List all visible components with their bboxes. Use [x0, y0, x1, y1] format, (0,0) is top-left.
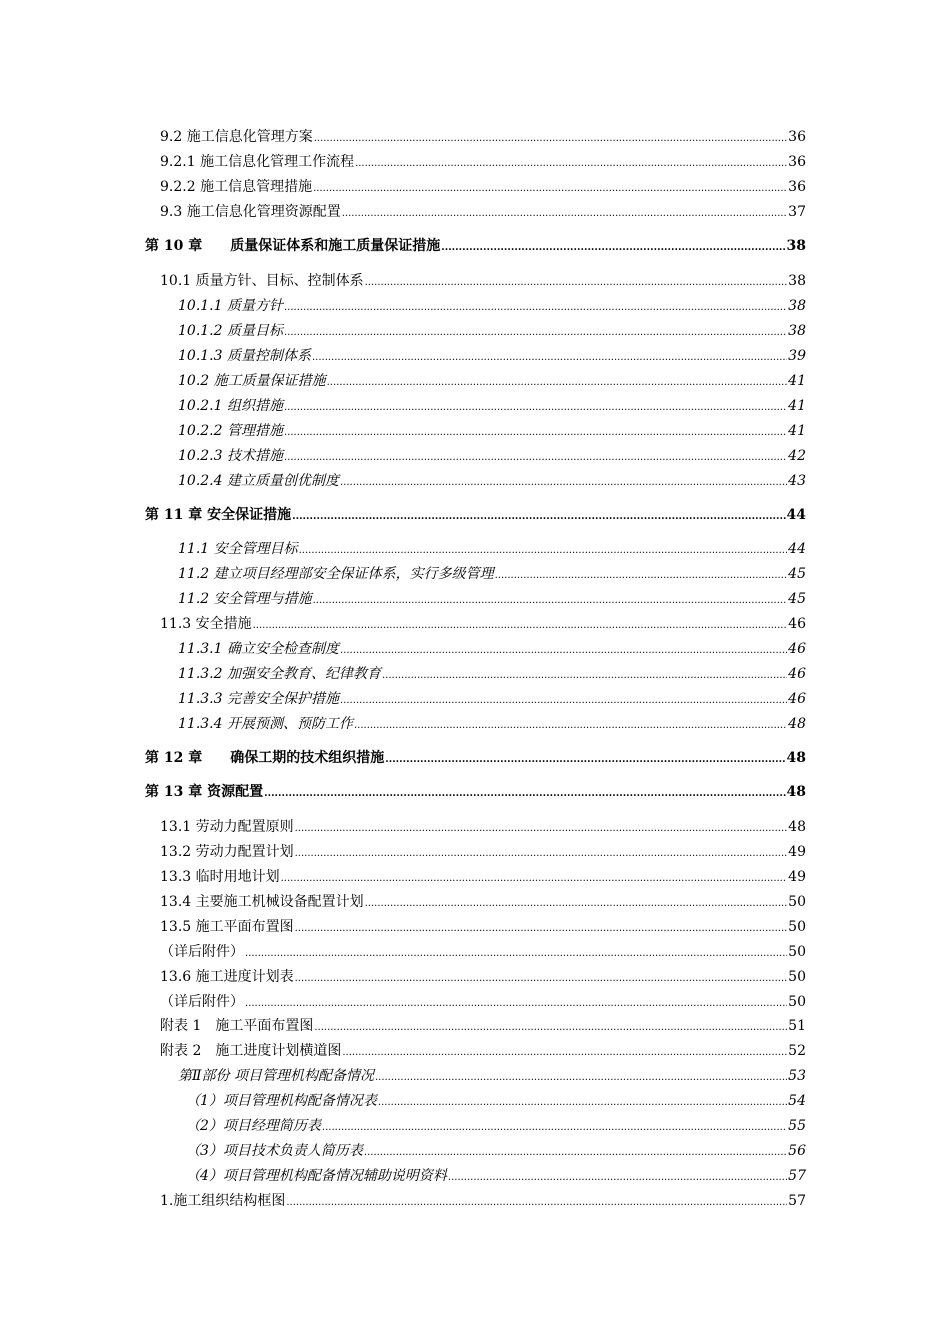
toc-entry-title: 11.3.3 完善安全保护措施: [178, 691, 339, 707]
toc-entry[interactable]: [0, 818, 806, 836]
toc-entry-page-number: 50: [788, 994, 806, 1010]
toc-entry-title: 第 10 章 质量保证体系和施工质量保证措施: [145, 238, 441, 254]
dot-leader: [284, 399, 787, 417]
toc-entry-page-number: 42: [788, 448, 806, 464]
dot-leader: [448, 1169, 787, 1187]
toc-entry-page-number: 46: [788, 641, 806, 657]
toc-entry-title: 11.3.4 开展预测、预防工作: [178, 716, 353, 732]
toc-entry-page-number: 44: [788, 541, 806, 557]
toc-entry[interactable]: [0, 665, 806, 683]
toc-entry-page-number: 41: [788, 398, 806, 414]
toc-entry-title: 第 13 章 资源配置: [145, 784, 264, 800]
toc-entry-title: 9.2.1 施工信息化管理工作流程: [160, 154, 355, 170]
toc-entry-title: 第 12 章 确保工期的技术组织措施: [145, 750, 385, 766]
toc-entry-page-number: 55: [788, 1118, 806, 1134]
toc-entry[interactable]: [0, 1117, 806, 1135]
toc-entry-page-number: 43: [788, 473, 806, 489]
toc-entry-page-number: 49: [788, 869, 806, 885]
toc-entry-page-number: 56: [788, 1143, 806, 1159]
dot-leader: [340, 642, 787, 660]
toc-entry-title: 附表 2 施工进度计划横道图: [160, 1043, 342, 1059]
toc-entry-title: 11.3 安全措施: [160, 616, 252, 632]
dot-leader: [365, 895, 788, 913]
dot-leader: [245, 995, 787, 1013]
toc-entry[interactable]: [0, 322, 806, 340]
toc-entry[interactable]: [0, 372, 806, 390]
toc-entry-page-number: 48: [788, 716, 806, 732]
toc-entry[interactable]: [0, 1142, 806, 1160]
toc-entry-title: （1）项目管理机构配备情况表: [186, 1093, 377, 1109]
dot-leader: [378, 1094, 787, 1112]
toc-entry-title: 10.2.2 管理措施: [178, 423, 283, 439]
toc-entry-title: 1.施工组织结构框图: [160, 1193, 286, 1209]
toc-entry-title: 10.2.1 组织措施: [178, 398, 283, 414]
toc-entry-page-number: 48: [786, 750, 806, 766]
toc-entry[interactable]: [0, 783, 806, 801]
toc-entry-title: 9.3 施工信息化管理资源配置: [160, 204, 341, 220]
toc-entry[interactable]: [0, 749, 806, 767]
dot-leader: [313, 592, 788, 610]
toc-entry-page-number: 36: [788, 179, 806, 195]
dot-leader: [355, 155, 787, 173]
toc-entry-title: （4）项目管理机构配备情况辅助说明资料: [186, 1168, 447, 1184]
toc-entry[interactable]: [0, 540, 806, 558]
toc-entry[interactable]: [0, 615, 806, 633]
dot-leader: [375, 1069, 787, 1087]
toc-entry-page-number: 54: [788, 1093, 806, 1109]
toc-entry-title: 11.1 安全管理目标: [178, 541, 298, 557]
toc-entry-page-number: 50: [788, 944, 806, 960]
toc-entry-page-number: 50: [788, 894, 806, 910]
toc-entry-page-number: 44: [786, 507, 806, 523]
toc-entry-page-number: 57: [788, 1193, 806, 1209]
toc-entry-page-number: 46: [788, 666, 806, 682]
toc-entry[interactable]: [0, 178, 806, 196]
toc-entry[interactable]: [0, 993, 806, 1011]
toc-entry-page-number: 41: [788, 373, 806, 389]
toc-entry-page-number: 38: [788, 273, 806, 289]
toc-entry-page-number: 57: [788, 1168, 806, 1184]
toc-entry[interactable]: [0, 1042, 806, 1060]
toc-entry-page-number: 51: [788, 1018, 806, 1034]
toc-entry-page-number: 38: [788, 323, 806, 339]
toc-entry-page-number: 48: [788, 819, 806, 835]
toc-entry-page-number: 50: [788, 919, 806, 935]
toc-entry[interactable]: [0, 1167, 806, 1185]
toc-entry-title: 11.3.2 加强安全教育、纪律教育: [178, 666, 381, 682]
toc-entry[interactable]: [0, 347, 806, 365]
toc-entry[interactable]: [0, 690, 806, 708]
toc-entry[interactable]: [0, 1067, 806, 1085]
toc-entry-page-number: 45: [788, 591, 806, 607]
toc-entry[interactable]: [0, 422, 806, 440]
toc-entry-page-number: 36: [788, 129, 806, 145]
toc-entry-title: 13.6 施工进度计划表: [160, 969, 294, 985]
dot-leader: [340, 474, 787, 492]
toc-entry-title: 9.2.2 施工信息管理措施: [160, 179, 313, 195]
dot-leader: [284, 424, 787, 442]
dot-leader: [385, 751, 785, 769]
toc-entry-title: 第Ⅱ部份 项目管理机构配备情况: [178, 1068, 374, 1084]
toc-entry-title: （2）项目经理简历表: [186, 1118, 321, 1134]
dot-leader: [322, 1119, 787, 1137]
toc-entry-title: 10.1.3 质量控制体系: [178, 348, 311, 364]
toc-entry-title: （详后附件）: [160, 944, 244, 960]
dot-leader: [342, 205, 787, 223]
dot-leader: [299, 542, 788, 560]
toc-entry[interactable]: [0, 968, 806, 986]
dot-leader: [295, 820, 788, 838]
toc-entry[interactable]: [0, 943, 806, 961]
dot-leader: [295, 845, 788, 863]
toc-entry[interactable]: [0, 1192, 806, 1210]
toc-entry-title: 10.1.2 质量目标: [178, 323, 283, 339]
toc-entry[interactable]: [0, 893, 806, 911]
dot-leader: [314, 1019, 787, 1037]
toc-entry-title: 13.2 劳动力配置计划: [160, 844, 294, 860]
toc-entry[interactable]: [0, 447, 806, 465]
toc-entry-page-number: 46: [788, 616, 806, 632]
dot-leader: [281, 870, 788, 888]
toc-entry[interactable]: [0, 472, 806, 490]
dot-leader: [284, 299, 787, 317]
toc-entry-title: 13.1 劳动力配置原则: [160, 819, 294, 835]
dot-leader: [441, 239, 785, 257]
toc-entry-title: 10.1 质量方针、目标、控制体系: [160, 273, 364, 289]
toc-entry-title: 10.1.1 质量方针: [178, 298, 283, 314]
toc-entry-title: 11.2 建立项目经理部安全保证体系，实行多级管理: [178, 566, 494, 582]
toc-entry[interactable]: [0, 237, 806, 255]
toc-entry[interactable]: [0, 203, 806, 221]
toc-entry-page-number: 45: [788, 566, 806, 582]
toc-entry[interactable]: [0, 153, 806, 171]
dot-leader: [327, 374, 788, 392]
dot-leader: [295, 970, 788, 988]
dot-leader: [245, 945, 787, 963]
toc-entry-title: 9.2 施工信息化管理方案: [160, 129, 313, 145]
dot-leader: [292, 508, 785, 526]
toc-entry-title: 13.4 主要施工机械设备配置计划: [160, 894, 364, 910]
toc-entry-title: 13.5 施工平面布置图: [160, 919, 294, 935]
toc-entry-page-number: 53: [788, 1068, 806, 1084]
dot-leader: [264, 785, 785, 803]
toc-entry[interactable]: [0, 918, 806, 936]
toc-entry-page-number: 52: [788, 1043, 806, 1059]
toc-entry-page-number: 48: [786, 784, 806, 800]
dot-leader: [284, 449, 787, 467]
toc-entry[interactable]: [0, 128, 806, 146]
toc-entry-page-number: 37: [788, 204, 806, 220]
dot-leader: [382, 667, 787, 685]
toc-entry[interactable]: [0, 565, 806, 583]
toc-entry-title: 10.2 施工质量保证措施: [178, 373, 326, 389]
dot-leader: [365, 274, 788, 292]
dot-leader: [495, 567, 788, 585]
toc-entry[interactable]: [0, 843, 806, 861]
dot-leader: [284, 324, 787, 342]
toc-entry-page-number: 38: [786, 238, 806, 254]
toc-entry-page-number: 49: [788, 844, 806, 860]
toc-entry[interactable]: [0, 272, 806, 290]
toc-entry-title: 第 11 章 安全保证措施: [145, 507, 292, 523]
dot-leader: [364, 1144, 787, 1162]
toc-entry[interactable]: [0, 506, 806, 524]
toc-entry-page-number: 38: [788, 298, 806, 314]
dot-leader: [253, 617, 788, 635]
toc-entry-page-number: 46: [788, 691, 806, 707]
toc-entry[interactable]: [0, 715, 806, 733]
toc-entry[interactable]: [0, 297, 806, 315]
dot-leader: [314, 130, 787, 148]
dot-leader: [354, 717, 787, 735]
toc-entry-title: 11.2 安全管理与措施: [178, 591, 312, 607]
toc-entry-page-number: 39: [788, 348, 806, 364]
toc-entry[interactable]: [0, 640, 806, 658]
toc-entry-title: 13.3 临时用地计划: [160, 869, 280, 885]
toc-entry-title: 10.2.3 技术措施: [178, 448, 283, 464]
toc-entry-page-number: 41: [788, 423, 806, 439]
dot-leader: [342, 1044, 787, 1062]
toc-entry-title: 11.3.1 确立安全检查制度: [178, 641, 339, 657]
toc-entry-page-number: 50: [788, 969, 806, 985]
toc-entry[interactable]: [0, 1017, 806, 1035]
toc-entry[interactable]: [0, 868, 806, 886]
toc-entry-title: 附表 1 施工平面布置图: [160, 1018, 314, 1034]
toc-entry-title: （3）项目技术负责人简历表: [186, 1143, 363, 1159]
toc-entry[interactable]: [0, 1092, 806, 1110]
toc-entry-title: 10.2.4 建立质量创优制度: [178, 473, 339, 489]
dot-leader: [313, 180, 787, 198]
dot-leader: [312, 349, 787, 367]
toc-entry[interactable]: [0, 397, 806, 415]
dot-leader: [295, 920, 788, 938]
dot-leader: [340, 692, 787, 710]
dot-leader: [286, 1194, 787, 1212]
toc-entry-title: （详后附件）: [160, 994, 244, 1010]
toc-entry[interactable]: [0, 590, 806, 608]
toc-entry-page-number: 36: [788, 154, 806, 170]
